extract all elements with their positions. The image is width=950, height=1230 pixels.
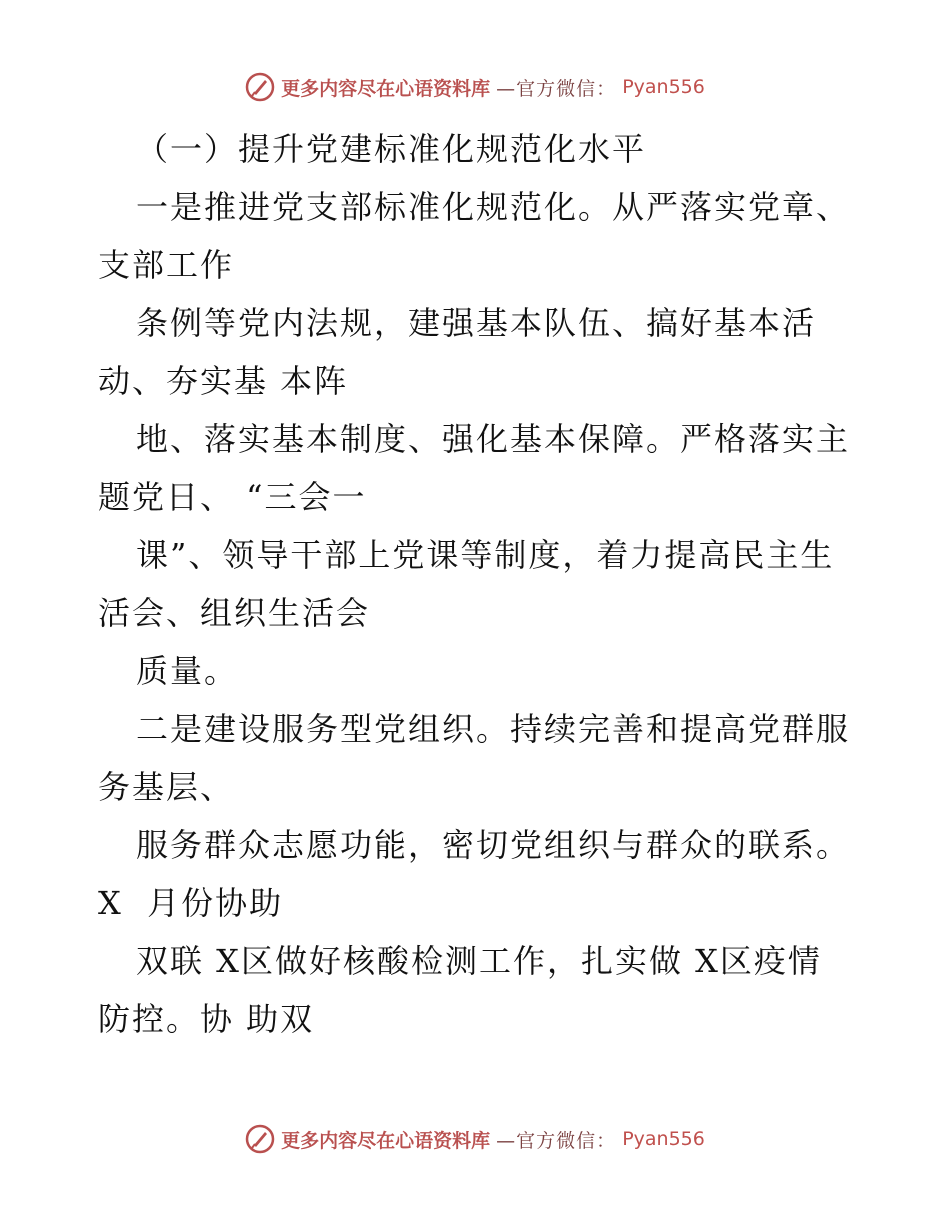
text-line: 双联 X区做好核酸检测工作，扎实做 X区疫情	[136, 942, 822, 980]
quill-logo-icon	[245, 1124, 275, 1154]
watermark-official: —官方微信：	[496, 1129, 617, 1152]
watermark-brand: 更多内容尽在心语资料库	[281, 77, 491, 100]
text-line: 题党日、 “三会一	[98, 478, 367, 516]
text-line: 动、夯实基 本阵	[98, 362, 349, 400]
text-line: 支部工作	[98, 246, 235, 284]
text-line: 地、落实基本制度、强化基本保障。严格落实主	[136, 420, 851, 458]
quill-logo-icon	[245, 72, 275, 102]
header-watermark	[0, 72, 950, 102]
footer-watermark	[0, 1124, 950, 1154]
watermark-wechat-id: Pyan556	[622, 76, 705, 98]
text-line: X 月份协助	[98, 884, 284, 922]
text-line: （一）提升党建标准化规范化水平	[136, 130, 647, 168]
watermark-wechat-id: Pyan556	[622, 1128, 705, 1150]
watermark-official: —官方微信：	[496, 77, 617, 100]
text-line: 活会、组织生活会	[98, 594, 371, 632]
text-line: 防控。协 助双	[98, 1000, 315, 1038]
text-line: 条例等党内法规，建强基本队伍、搞好基本活	[136, 304, 817, 342]
text-line: 服务群众志愿功能，密切党组织与群众的联系。	[136, 826, 851, 864]
text-line: 质量。	[136, 652, 239, 690]
document-body	[98, 120, 868, 1048]
text-line: 二是建设服务型党组织。持续完善和提高党群服	[136, 710, 851, 748]
text-line: 务基层、	[98, 768, 235, 806]
text-line: 课”、领导干部上党课等制度，着力提高民主生	[136, 536, 835, 574]
text-line: 一是推进党支部标准化规范化。从严落实党章、	[136, 188, 851, 226]
watermark-brand: 更多内容尽在心语资料库	[281, 1129, 491, 1152]
